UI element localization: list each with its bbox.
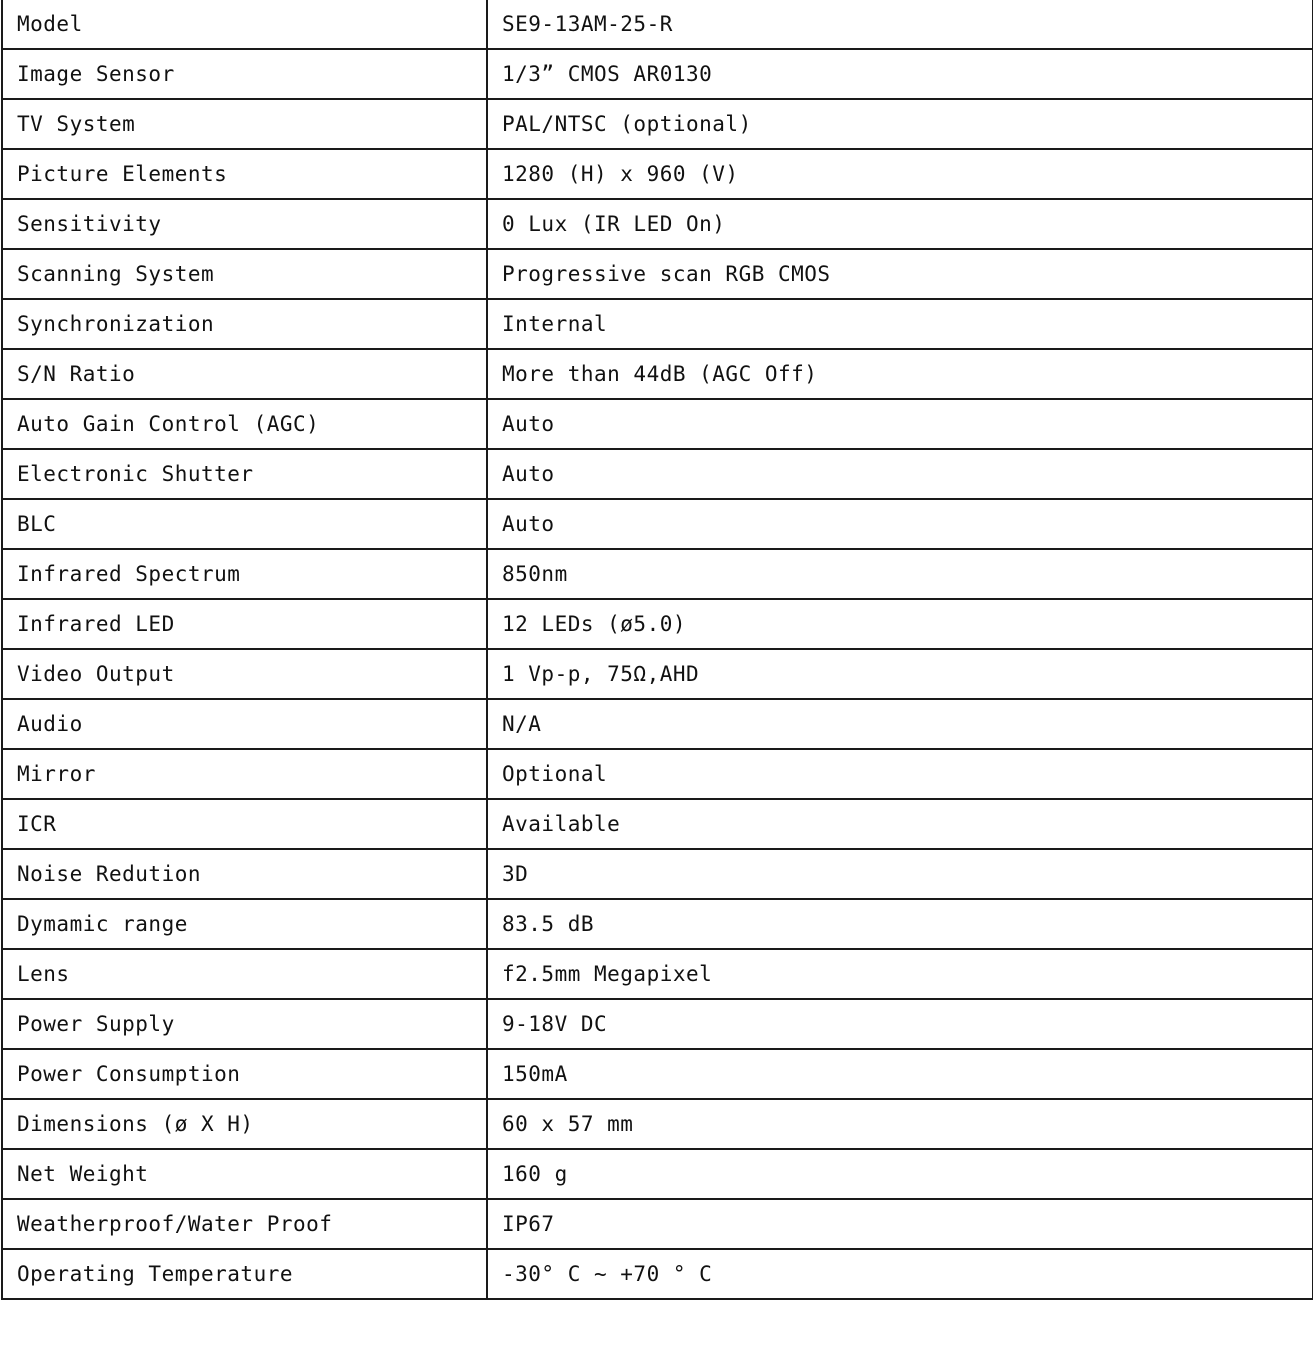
table-row bbox=[2, 799, 1313, 849]
spec-value: IP67 bbox=[487, 1199, 1313, 1249]
spec-value: 60 x 57 mm bbox=[487, 1099, 1313, 1149]
table-row bbox=[2, 1199, 1313, 1249]
table-row bbox=[2, 949, 1313, 999]
table-row bbox=[2, 699, 1313, 749]
table-row bbox=[2, 199, 1313, 249]
spec-value: Auto bbox=[487, 449, 1313, 499]
spec-value: N/A bbox=[487, 699, 1313, 749]
spec-label: Picture Elements bbox=[2, 149, 487, 199]
spec-value: -30° C ~ +70 ° C bbox=[487, 1249, 1313, 1299]
spec-value: f2.5mm Megapixel bbox=[487, 949, 1313, 999]
spec-value: 3D bbox=[487, 849, 1313, 899]
spec-label: Mirror bbox=[2, 749, 487, 799]
spec-label: Audio bbox=[2, 699, 487, 749]
table-row bbox=[2, 249, 1313, 299]
table-row bbox=[2, 499, 1313, 549]
spec-value: 1 Vp-p, 75Ω,AHD bbox=[487, 649, 1313, 699]
spec-label: Auto Gain Control (AGC) bbox=[2, 399, 487, 449]
spec-label: S/N Ratio bbox=[2, 349, 487, 399]
table-row bbox=[2, 0, 1313, 49]
spec-value: Auto bbox=[487, 499, 1313, 549]
spec-label: Net Weight bbox=[2, 1149, 487, 1199]
spec-value: Auto bbox=[487, 399, 1313, 449]
spec-value: Progressive scan RGB CMOS bbox=[487, 249, 1313, 299]
spec-value: PAL/NTSC (optional) bbox=[487, 99, 1313, 149]
spec-value: 1/3” CMOS AR0130 bbox=[487, 49, 1313, 99]
spec-label: Video Output bbox=[2, 649, 487, 699]
table-row bbox=[2, 849, 1313, 899]
spec-label: Electronic Shutter bbox=[2, 449, 487, 499]
spec-value: 160 g bbox=[487, 1149, 1313, 1199]
table-row bbox=[2, 399, 1313, 449]
spec-value: 150mA bbox=[487, 1049, 1313, 1099]
specification-table bbox=[1, 0, 1313, 1300]
spec-value: 12 LEDs (ø5.0) bbox=[487, 599, 1313, 649]
spec-label: Image Sensor bbox=[2, 49, 487, 99]
table-row bbox=[2, 1149, 1313, 1199]
spec-value: 1280 (H) x 960 (V) bbox=[487, 149, 1313, 199]
spec-label: ICR bbox=[2, 799, 487, 849]
spec-label: Synchronization bbox=[2, 299, 487, 349]
spec-label: BLC bbox=[2, 499, 487, 549]
table-row bbox=[2, 1049, 1313, 1099]
spec-label: Dymamic range bbox=[2, 899, 487, 949]
table-row bbox=[2, 99, 1313, 149]
spec-value: More than 44dB (AGC Off) bbox=[487, 349, 1313, 399]
table-row bbox=[2, 999, 1313, 1049]
spec-value: 9-18V DC bbox=[487, 999, 1313, 1049]
spec-value: 0 Lux (IR LED On) bbox=[487, 199, 1313, 249]
spec-value: 850nm bbox=[487, 549, 1313, 599]
spec-value: Available bbox=[487, 799, 1313, 849]
spec-label: Lens bbox=[2, 949, 487, 999]
table-row bbox=[2, 899, 1313, 949]
table-row bbox=[2, 349, 1313, 399]
table-row bbox=[2, 299, 1313, 349]
table-row bbox=[2, 649, 1313, 699]
spec-label: Infrared Spectrum bbox=[2, 549, 487, 599]
spec-label: Sensitivity bbox=[2, 199, 487, 249]
spec-label: Dimensions (ø X H) bbox=[2, 1099, 487, 1149]
table-row bbox=[2, 599, 1313, 649]
spec-label: Operating Temperature bbox=[2, 1249, 487, 1299]
spec-label: Power Consumption bbox=[2, 1049, 487, 1099]
spec-label: Model bbox=[2, 0, 487, 49]
table-row bbox=[2, 149, 1313, 199]
spec-value: Optional bbox=[487, 749, 1313, 799]
spec-label: TV System bbox=[2, 99, 487, 149]
spec-value: SE9-13AM-25-R bbox=[487, 0, 1313, 49]
spec-value: 83.5 dB bbox=[487, 899, 1313, 949]
table-row bbox=[2, 49, 1313, 99]
spec-value: Internal bbox=[487, 299, 1313, 349]
spec-label: Noise Redution bbox=[2, 849, 487, 899]
spec-label: Power Supply bbox=[2, 999, 487, 1049]
spec-label: Infrared LED bbox=[2, 599, 487, 649]
specification-table-body bbox=[2, 0, 1313, 1299]
table-row bbox=[2, 749, 1313, 799]
table-row bbox=[2, 1099, 1313, 1149]
spec-label: Scanning System bbox=[2, 249, 487, 299]
table-row bbox=[2, 549, 1313, 599]
table-row bbox=[2, 449, 1313, 499]
spec-label: Weatherproof/Water Proof bbox=[2, 1199, 487, 1249]
table-row bbox=[2, 1249, 1313, 1299]
